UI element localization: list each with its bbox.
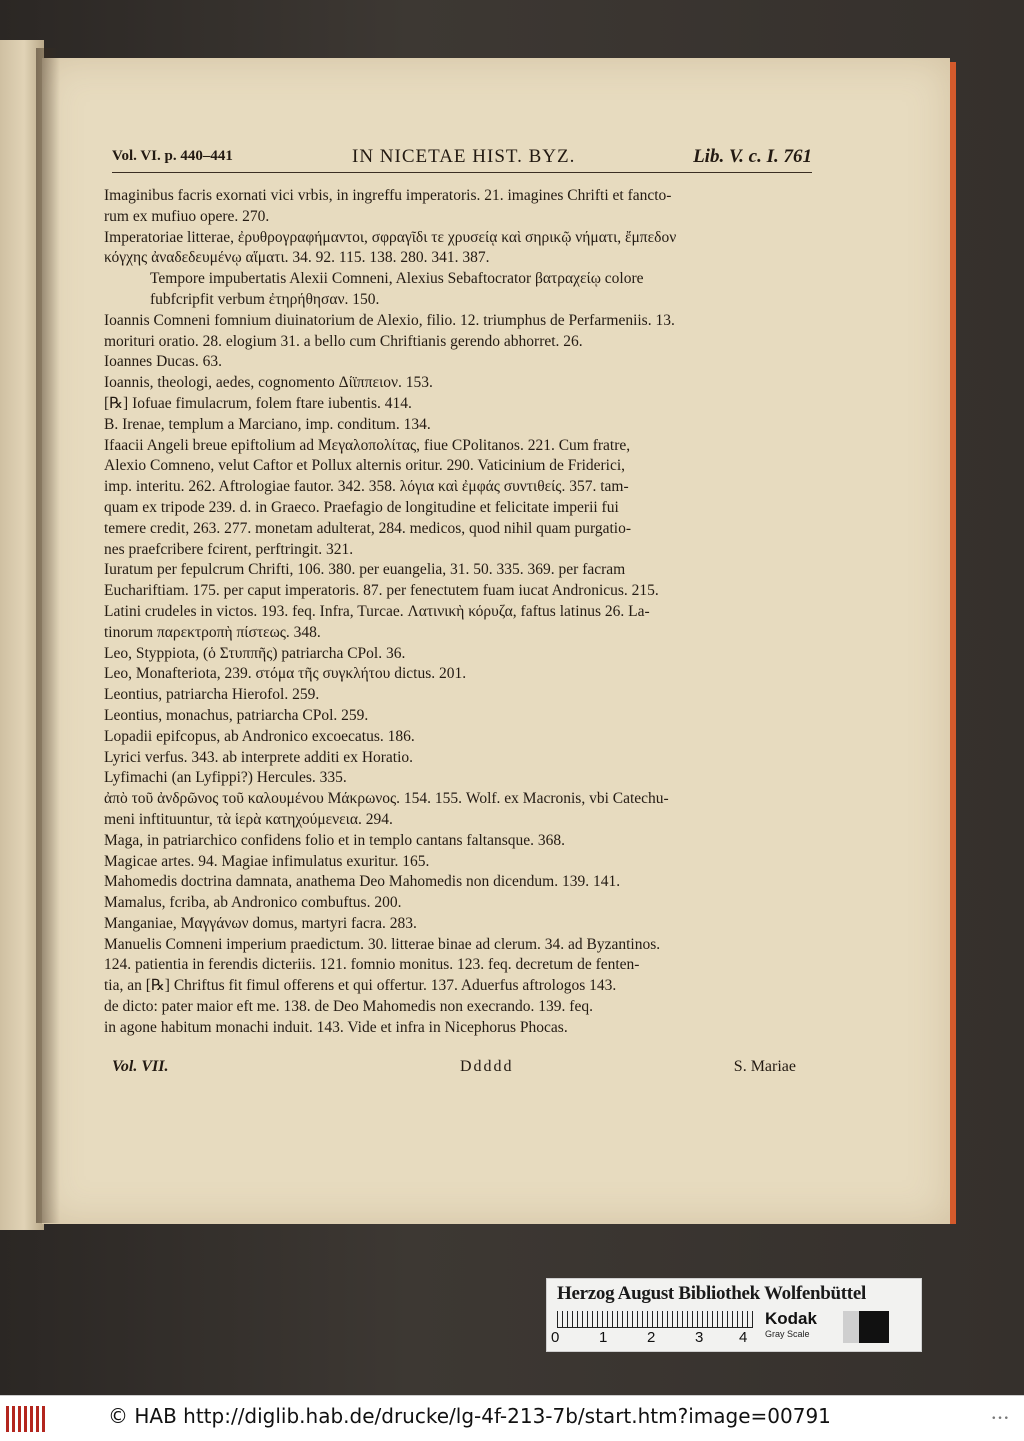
- entry-line: Ioannes Ducas. 63.: [104, 353, 222, 371]
- index-entry: [104, 311, 806, 353]
- entry-line: Imperatoriae litterae, ἐρυθρογραφήμαντοι, σφραγῖδι τε χρυσείᾳ καὶ σηρικῷ νήματι, ἔμπεδον: [104, 228, 677, 246]
- entry-line: Ioannis, theologi, aedes, cognomento Δίϊππειον. 153.: [104, 374, 433, 392]
- entry-line: B. Irenae, templum a Marciano, imp. conditum. 134.: [104, 415, 431, 433]
- entry-line: Lopadii epifcopus, ab Andronico excoecatus. 186.: [104, 727, 415, 745]
- entry-line: fubfcripfit verbum ἐτηρήθησαν. 150.: [150, 290, 380, 308]
- library-color-scale-card: [546, 1278, 922, 1352]
- entry-line: in agone habitum monachi induit. 143. Vide et infra in Nicephorus Phocas.: [104, 1018, 568, 1036]
- entry-line: tinorum παρεκτροπὴ πίστεως. 348.: [104, 623, 321, 641]
- entry-line: Manganiae, Μαγγάνων domus, martyri facra. 283.: [104, 914, 417, 932]
- index-entry: [104, 893, 806, 914]
- index-entry: [104, 269, 806, 311]
- library-name: Herzog August Bibliothek Wolfenbüttel: [557, 1283, 866, 1304]
- entry-line: Euchariftiam. 175. per caput imperatoris. 87. per fenectutem fuam iucat Andronicus. 215.: [104, 582, 659, 600]
- index-entry: [104, 685, 806, 706]
- index-entries: [104, 186, 806, 1039]
- entry-line: Leo, Monafteriota, 239. στόμα τῆς συγκλήτου dictus. 201.: [104, 665, 467, 683]
- copyright-banner: [0, 1395, 1024, 1441]
- entry-line: morituri oratio. 28. elogium 31. a bello cum Chriftianis gerendo abhorret. 26.: [104, 332, 583, 350]
- entry-line: meni inftituuntur, τὰ ἱερὰ κατηχούμενεια. 294.: [104, 810, 393, 828]
- index-entry: [104, 436, 806, 561]
- ruler-number: 4: [739, 1329, 748, 1346]
- page-footer: [112, 1058, 796, 1082]
- entry-line: Ifaacii Angeli breue epiftolium ad Μεγαλοπολίτας, fiue CPolitanos. 221. Cum fratre,: [104, 436, 631, 454]
- entry-line: temere credit, 263. 277. monetam adulterat, 284. medicos, quod nihil quam purgatio-: [104, 519, 632, 537]
- index-entry: [104, 852, 806, 873]
- footer-catchword: S. Mariae: [733, 1058, 796, 1075]
- index-entry: [104, 228, 806, 270]
- entry-line: Ioannis Comneni fomnium diuinatorium de Alexio, filio. 12. triumphus de Perfarmeniis. 13.: [104, 311, 675, 329]
- entry-line: Mahomedis doctrina damnata, anathema Deo Mahomedis non dicendum. 139. 141.: [104, 873, 621, 891]
- entry-line: Leontius, patriarcha Hierofol. 259.: [104, 686, 320, 704]
- gutter-shadow: [36, 48, 60, 1223]
- entry-line: Lyrici verfus. 343. ab interprete additi ex Horatio.: [104, 748, 414, 766]
- entry-line: Alexio Comneno, velut Caftor et Pollux alternis oritur. 290. Vaticinium de Friderici,: [104, 457, 626, 475]
- index-entry: [104, 935, 806, 1039]
- index-entry: [104, 872, 806, 893]
- footer-signature: Ddddd: [460, 1058, 514, 1075]
- index-entry: [104, 373, 806, 394]
- page-edge: [950, 62, 956, 1224]
- index-entry: [104, 415, 806, 436]
- gray-scale-caption: Gray Scale: [765, 1329, 810, 1339]
- index-entry: [104, 914, 806, 935]
- index-entry: [104, 748, 806, 769]
- header-title: IN NICETAE HIST. BYZ.: [352, 146, 576, 167]
- ruler-number: 3: [695, 1329, 704, 1346]
- entry-line: imp. interitu. 262. Aftrologiae fautor. 342. 358. λόγια καὶ ἐμφάς συντιθείς. 357. tam-: [104, 478, 629, 496]
- entry-line: ἀπὸ τοῦ ἀνδρῶνος τοῦ καλουμένου Μάκρωνος. 154. 155. Wolf. ex Macronis, vbi Catechu-: [104, 790, 669, 808]
- entry-line: de dicto: pater maior eft me. 138. de Deo Mahomedis non execrando. 139. feq.: [104, 998, 593, 1016]
- kodak-logo: Kodak: [765, 1309, 817, 1328]
- entry-line: nes praefcribere fcirent, perftringit. 321.: [104, 540, 354, 558]
- banner-dots: •••: [991, 1414, 1010, 1424]
- index-entry: [104, 186, 806, 228]
- entry-line: Leontius, monachus, patriarcha CPol. 259.: [104, 706, 369, 724]
- entry-line: Manuelis Comneni imperium praedictum. 30. litterae binae ad clerum. 34. ad Byzantinos.: [104, 935, 661, 953]
- source-url-link[interactable]: © HAB http://diglib.hab.de/drucke/lg-4f-213-7b/start.htm?image=00791: [108, 1404, 831, 1428]
- entry-line: Iuratum per fepulcrum Chrifti, 106. 380. per euangelia, 31. 50. 335. 369. per facram: [104, 561, 626, 579]
- footer-volume: Vol. VII.: [112, 1058, 169, 1075]
- entry-line: Mamalus, fcriba, ab Andronico combuftus. 200.: [104, 894, 402, 912]
- entry-line: Lyfimachi (an Lyfippi?) Hercules. 335.: [104, 769, 347, 787]
- index-entry: [104, 727, 806, 748]
- index-entry: [104, 560, 806, 602]
- index-entry: [104, 768, 806, 789]
- entry-line: Tempore impubertatis Alexii Comneni, Alexius Sebaftocrator βατραχείῳ colore: [150, 270, 644, 288]
- entry-line: Latini crudeles in victos. 193. feq. Infra, Turcae. Λατινικὴ κόρυζα, faftus latinus 26. La-: [104, 602, 650, 620]
- index-entry: [104, 394, 806, 415]
- header-page-number: Lib. V. c. I. 761: [693, 146, 812, 167]
- black-patch: [859, 1311, 889, 1343]
- index-entry: [104, 644, 806, 665]
- running-header: [112, 146, 812, 173]
- measurement-ruler: [557, 1311, 753, 1328]
- entry-line: Leo, Styppiota, (ὁ Στυππῆς) patriarcha CPol. 36.: [104, 644, 406, 662]
- index-entry: [104, 602, 806, 644]
- hab-logo-icon: [6, 1406, 46, 1432]
- ruler-number: 1: [599, 1329, 608, 1346]
- entry-line: rum ex mufiuo opere. 270.: [104, 207, 270, 225]
- ruler-number: 2: [647, 1329, 656, 1346]
- entry-line: κόγχης ἀναδεδευμένῳ αἵματι. 34. 92. 115. 138. 280. 341. 387.: [104, 249, 490, 267]
- index-entry: [104, 706, 806, 727]
- ruler-number: 0: [551, 1329, 560, 1346]
- entry-line: [℞] Iofuae fimulacrum, folem ftare iubentis. 414.: [104, 394, 412, 412]
- index-entry: [104, 831, 806, 852]
- index-entry: [104, 352, 806, 373]
- entry-line: 124. patientia in ferendis dicteriis. 121. fomnio monitus. 123. feq. decretum de fenten-: [104, 956, 640, 974]
- header-volume-ref: Vol. VI. p. 440–441: [112, 148, 233, 164]
- entry-line: quam ex tripode 239. d. in Graeco. Praefagio de longitudine et felicitate imperii fui: [104, 498, 619, 516]
- index-entry: [104, 664, 806, 685]
- entry-line: Imaginibus facris exornati vici vrbis, in ingreffu imperatoris. 21. imagines Chrifti et fancto-: [104, 187, 672, 204]
- index-entry: [104, 789, 806, 831]
- entry-line: tia, an [℞] Chriftus fit fimul offerens et qui offertur. 137. Aduerfus aftrologos 143.: [104, 977, 617, 995]
- entry-line: Maga, in patriarchico confidens folio et in templo cantans faltansque. 368.: [104, 831, 565, 849]
- entry-line: Magicae artes. 94. Magiae infimulatus exuritur. 165.: [104, 852, 430, 870]
- gray-patch: [843, 1311, 859, 1343]
